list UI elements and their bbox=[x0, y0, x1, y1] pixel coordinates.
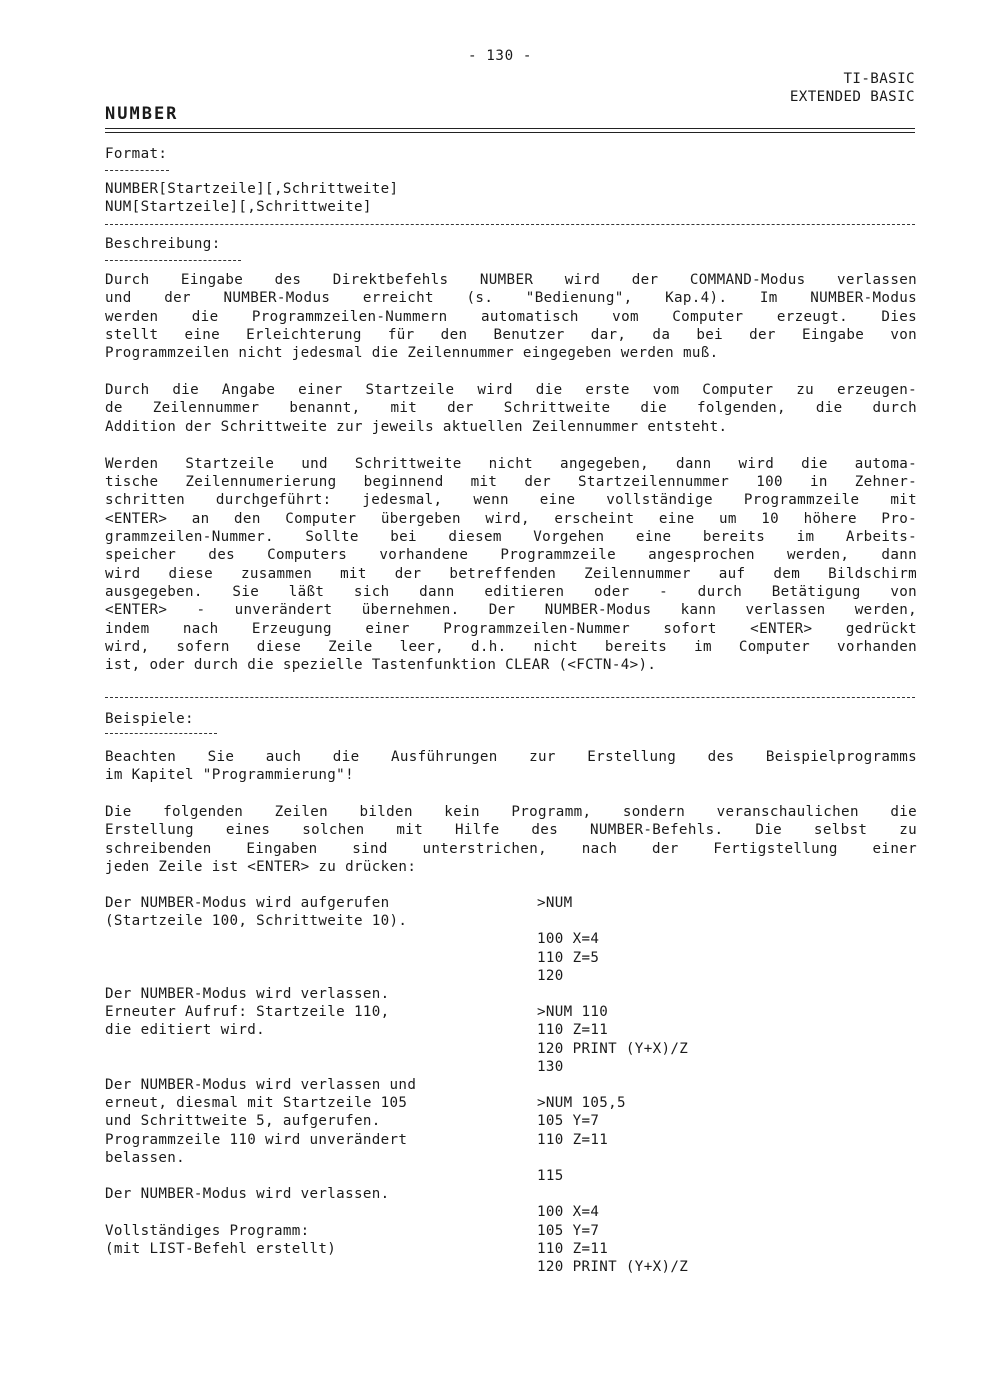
description-line: wird, sofern diese Zeile leer, d.h. nicht bereits im Computer vorhanden bbox=[105, 639, 917, 655]
examples-intro-line: schreibenden Eingaben sind unterstrichen, nach der Fertigstellung einer bbox=[105, 840, 917, 857]
code-line: 100 X=4 bbox=[537, 931, 600, 948]
description-line: Programmzeilen nicht jedesmal die Zeilennummer eingegeben werden muß. bbox=[105, 345, 719, 362]
code-line: 120 PRINT (Y+X)/Z bbox=[537, 1259, 689, 1275]
explanation-line: die editiert wird. bbox=[105, 1022, 266, 1039]
description-line: speicher des Computers vorhandene Programmzeile angesprochen werden, dann bbox=[105, 547, 917, 564]
description-line: indem nach Erzeugung einer Programmzeilen-Nummer sofort <ENTER> gedrückt bbox=[105, 620, 917, 637]
header-line-1: TI-BASIC bbox=[843, 71, 915, 87]
code-line: 120 bbox=[537, 967, 564, 984]
examples-intro-line: Erstellung eines solchen mit Hilfe des NUMBER-Befehls. Die selbst zu bbox=[105, 822, 917, 839]
description-line: tische Zeilennumerierung beginnend mit der Startzeilennummer 100 in Zehner- bbox=[105, 473, 917, 490]
description-heading: Beschreibung: bbox=[105, 236, 221, 252]
code-line: >NUM 105,5 bbox=[537, 1095, 626, 1112]
description-underline bbox=[105, 260, 241, 261]
code-line: >NUM 110 bbox=[537, 1004, 609, 1021]
description-line: <ENTER> - unverändert übernehmen. Der NUMBER-Modus kann verlassen werden, bbox=[105, 602, 917, 619]
page-number: - 130 - bbox=[468, 48, 532, 64]
explanation-line: Vollständiges Programm: bbox=[105, 1222, 310, 1239]
format-underline bbox=[105, 170, 169, 171]
description-line: ausgegeben. Sie läßt sich dann editieren oder - durch Betätigung von bbox=[105, 583, 917, 600]
explanation-line: erneut, diesmal mit Startzeile 105 bbox=[105, 1095, 408, 1112]
description-line: Werden Startzeile und Schrittweite nicht angegeben, dann wird die automa- bbox=[105, 455, 917, 472]
description-line: grammzeilen-Nummer. Sollte bei diesem Vorgehen eine bereits im Arbeits- bbox=[105, 528, 917, 545]
examples-intro-line: Die folgenden Zeilen bilden kein Programm, sondern veranschaulichen die bbox=[105, 803, 917, 820]
explanation-line: belassen. bbox=[105, 1149, 186, 1166]
format-heading: Format: bbox=[105, 146, 168, 162]
code-line: 115 bbox=[537, 1168, 564, 1184]
code-line: 105 Y=7 bbox=[537, 1113, 600, 1130]
code-line: >NUM bbox=[537, 895, 573, 911]
description-line: <ENTER> an den Computer übergeben wird, erscheint eine um 10 höhere Pro- bbox=[105, 510, 917, 527]
description-line: ist, oder durch die spezielle Tastenfunktion CLEAR (<FCTN-4>). bbox=[105, 657, 657, 674]
examples-underline bbox=[105, 733, 217, 734]
description-line: schritten durchgeführt: jedesmal, wenn eine vollständige Programmzeile mit bbox=[105, 492, 917, 509]
description-line: und der NUMBER-Modus erreicht (s. "Bedienung", Kap.4). Im NUMBER-Modus bbox=[105, 290, 917, 307]
header-line-2: EXTENDED BASIC bbox=[789, 89, 915, 105]
dashed-rule bbox=[105, 224, 915, 225]
code-line: 110 Z=11 bbox=[537, 1131, 609, 1148]
description-line: wird diese zusammen mit der betreffenden Zeilennummer auf dem Bildschirm bbox=[105, 565, 917, 582]
explanation-line: Programmzeile 110 wird unverändert bbox=[105, 1131, 408, 1148]
code-line: 100 X=4 bbox=[537, 1204, 600, 1221]
description-line: Addition der Schrittweite zur jeweils aktuellen Zeilennummer entsteht. bbox=[105, 418, 728, 435]
section-title: NUMBER bbox=[105, 104, 179, 124]
description-line: stellt eine Erleichterung für den Benutzer dar, da bei der Eingabe von bbox=[105, 327, 917, 344]
description-line: Durch Eingabe des Direktbefehls NUMBER wird der COMMAND-Modus verlassen bbox=[105, 272, 917, 288]
code-line: 110 Z=5 bbox=[537, 949, 600, 966]
examples-intro-line: jeden Zeile ist <ENTER> zu drücken: bbox=[105, 858, 417, 875]
examples-intro-line: im Kapitel "Programmierung"! bbox=[105, 767, 354, 784]
double-rule bbox=[105, 128, 915, 133]
description-line: werden die Programmzeilen-Nummern automatisch vom Computer erzeugt. Dies bbox=[105, 308, 917, 325]
explanation-line: Der NUMBER-Modus wird verlassen. bbox=[105, 1186, 390, 1203]
dashed-rule bbox=[105, 697, 915, 698]
explanation-line: Der NUMBER-Modus wird aufgerufen bbox=[105, 895, 390, 911]
syntax-line: NUM[Startzeile][,Schrittweite] bbox=[105, 199, 372, 215]
description-line: Durch die Angabe einer Startzeile wird die erste vom Computer zu erzeugen- bbox=[105, 382, 917, 399]
examples-intro-line: Beachten Sie auch die Ausführungen zur Erstellung des Beispielprogramms bbox=[105, 749, 917, 765]
code-line: 105 Y=7 bbox=[537, 1222, 600, 1239]
explanation-line: und Schrittweite 5, aufgerufen. bbox=[105, 1113, 381, 1130]
explanation-line: Erneuter Aufruf: Startzeile 110, bbox=[105, 1004, 390, 1021]
explanation-line: Der NUMBER-Modus wird verlassen. bbox=[105, 986, 390, 1002]
code-line: 120 PRINT (Y+X)/Z bbox=[537, 1040, 689, 1057]
explanation-line: (Startzeile 100, Schrittweite 10). bbox=[105, 913, 408, 930]
explanation-line: Der NUMBER-Modus wird verlassen und bbox=[105, 1077, 417, 1093]
syntax-line: NUMBER[Startzeile][,Schrittweite] bbox=[105, 181, 399, 197]
explanation-line: (mit LIST-Befehl erstellt) bbox=[105, 1240, 337, 1257]
code-line: 110 Z=11 bbox=[537, 1240, 609, 1257]
code-line: 110 Z=11 bbox=[537, 1022, 609, 1039]
description-line: de Zeilennummer benannt, mit der Schrittweite die folgenden, die durch bbox=[105, 400, 917, 417]
examples-heading: Beispiele: bbox=[105, 711, 194, 727]
code-line: 130 bbox=[537, 1058, 564, 1075]
